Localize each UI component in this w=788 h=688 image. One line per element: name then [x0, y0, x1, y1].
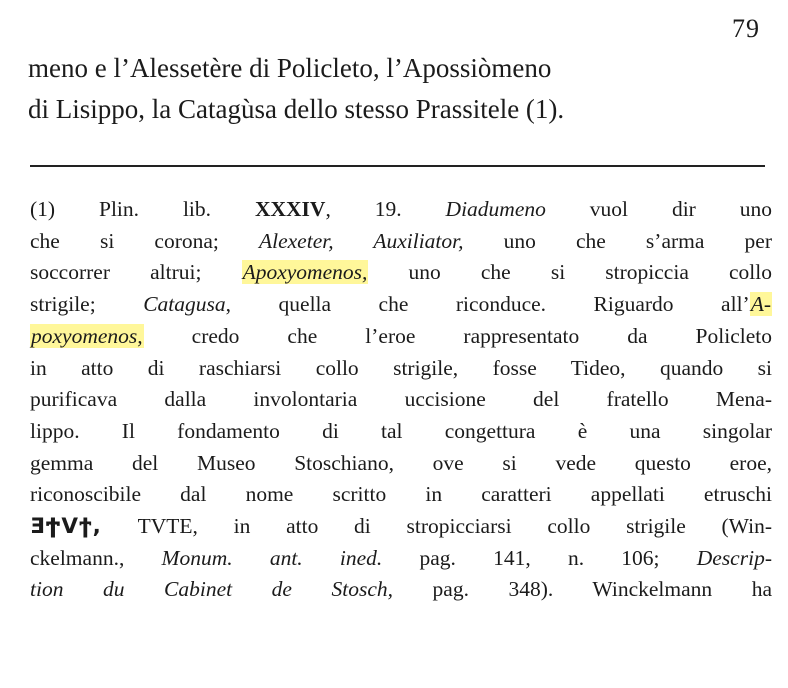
footnote-line: soccorrer altrui; Apoxyomenos, uno che si stropiccia collo — [30, 260, 772, 285]
footnote-line: tion du Cabinet de Stosch, pag. 348). Winckelmann ha — [30, 577, 773, 602]
footnote-line: strigile; Catagusa, quella che riconduce. Riguardo all’A- — [30, 292, 772, 317]
etruscan-inscription: ƎϮVϯ, — [30, 514, 102, 540]
footnote — [30, 194, 772, 606]
main-text-line: di Lisippo, la Catagùsa dello stesso Prassitele (1). — [28, 94, 565, 124]
footnote-line: che si corona; Alexeter, Auxiliator, uno che s’arma per — [30, 228, 772, 253]
footnote-line: ƎϮVϯ, TVTE, in atto di stropicciarsi collo strigile (Win- — [30, 514, 772, 540]
footnote-line: in atto di raschiarsi collo strigile, fosse Tideo, quando si — [30, 355, 772, 380]
footnote-line: lippo. Il fondamento di tal congettura è una singolar — [30, 418, 772, 443]
footnote-line: (1) Plin. lib. XXXIV, 19. Diadumeno vuol dir uno — [30, 197, 773, 221]
page-number: 79 — [732, 14, 760, 43]
footnote-divider — [30, 165, 765, 167]
footnote-line: ckelmann., Monum. ant. ined. pag. 141, n. 106; Descrip- — [30, 545, 772, 570]
highlighted-term: Apoxyomenos, — [242, 260, 368, 285]
footnote-line: purificava dalla involontaria uccisione del fratello Mena- — [30, 387, 772, 412]
footnote-line: riconoscibile dal nome scritto in caratteri appellati etruschi — [30, 482, 772, 507]
footnote-line: gemma del Museo Stoschiano, ove si vede questo eroe, — [30, 450, 772, 475]
highlighted-term: A- — [750, 292, 772, 317]
main-text — [28, 48, 768, 130]
main-text-line: meno e l’Alessetère di Policleto, l’Apossiòmeno — [28, 53, 552, 83]
footnote-line: poxyomenos, credo che l’eroe rappresentato da Policleto — [31, 323, 772, 348]
highlighted-term: poxyomenos, — [31, 323, 143, 348]
